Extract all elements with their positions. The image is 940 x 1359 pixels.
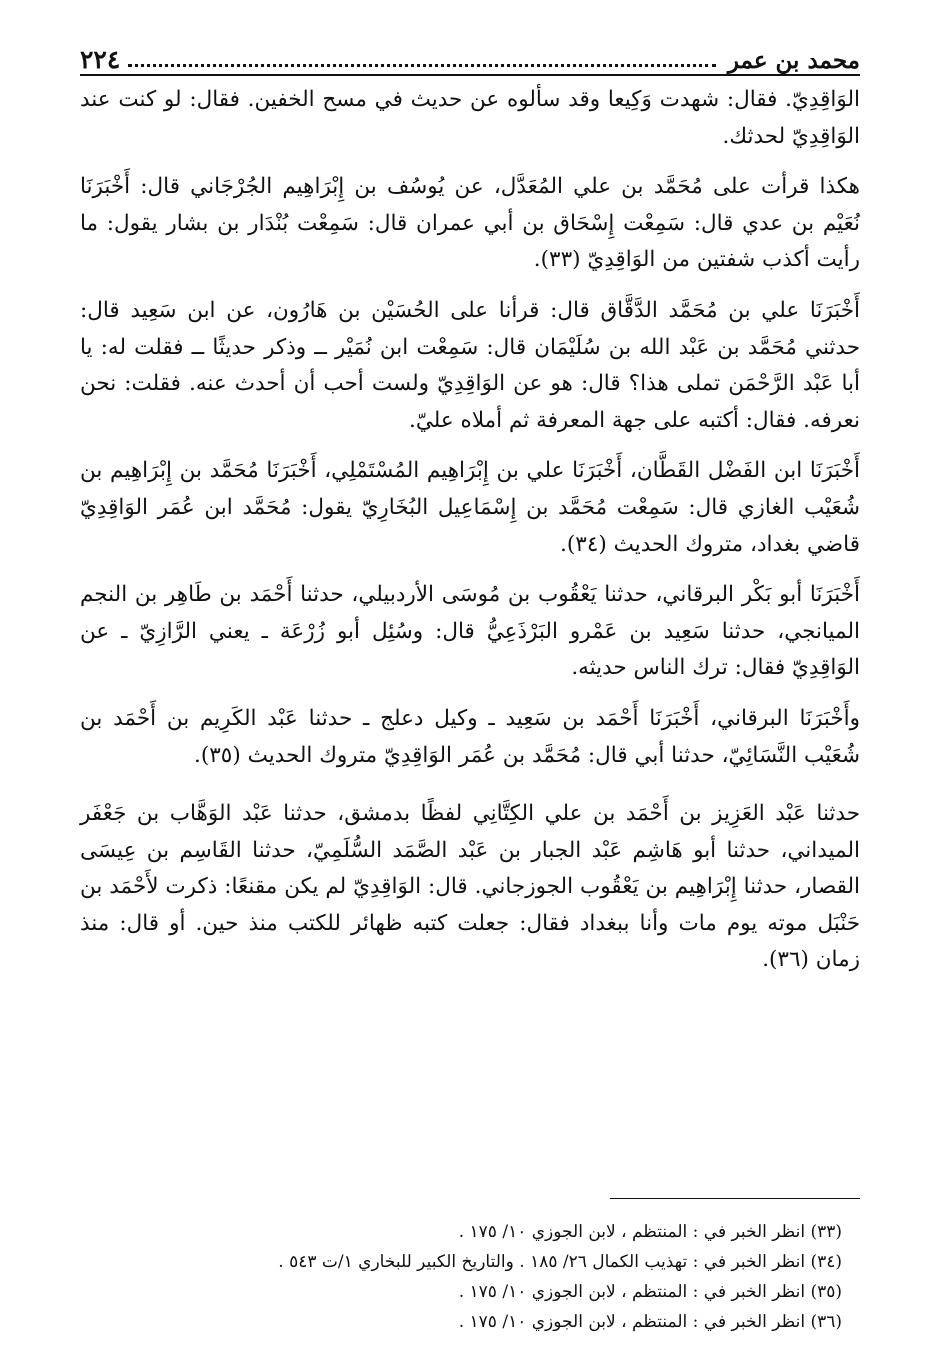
footnote-separator	[610, 1198, 860, 1199]
footnote-36: (٣٦) انظر الخبر في : المنتظم ، لابن الجوزي ١٠/ ١٧٥ .	[458, 1312, 842, 1332]
running-header	[80, 30, 860, 76]
paragraph-5: أَخْبَرَنَا أبو بَكْر البرقاني، حدثنا يَعْقُوب بن مُوسَى الأردبيلي، حدثنا أَحْمَد بن طَاهِر بن النجم الميانجي، حدثنا سَعِيد بن عَمْرو البَرْذَعِيُّ قال: وسُئِل أبو زُرْعَة ـ يعني الرَّازِيّ ـ عن الوَاقِدِيّ فقال: ترك الناس حديثه.	[80, 582, 860, 681]
paragraph-3: أَخْبَرَنَا علي بن مُحَمَّد الدَّقَّاق قال: قرأنا على الحُسَيْن بن هَارُون، عن ابن سَعِيد قال: حدثني مُحَمَّد بن عَبْد الله بن سُلَيْمَان قال: سَمِعْت ابن نُمَيْر ــ وذكر حديثًا ــ فقلت له: يا أبا عَبْد الرَّحْمَن تملى هذا؟ قال: هو عن الوَاقِدِيّ ولست أحب أن أحدث عنه. فقلت: نحن نعرفه. فقال: أكتبه على جهة المعرفة ثم أملاه عليّ.	[80, 297, 860, 433]
footnotes	[80, 1198, 860, 1337]
paragraph-2: هكذا قرأت على مُحَمَّد بن علي المُعَدَّل، عن يُوسُف بن إِبْرَاهِيم الجُرْجَاني قال: أَخْبَرَنَا نُعَيْم بن عدي قال: سَمِعْت إِسْحَاق بن أبي عمران قال: سَمِعْت بُنْدَار بن بشار يقول: ما رأيت أكذب شفتين من الوَاقِدِيّ (٣٣).	[80, 174, 860, 273]
book-page	[80, 30, 860, 1330]
paragraph-7: حدثنا عَبْد العَزِيز بن أَحْمَد بن علي الكِتَّانِي لفظًا بدمشق، حدثنا عَبْد الوَهَّاب بن جَعْفَر الميداني، حدثنا أبو هَاشِم عَبْد الجبار بن عَبْد الصَّمَد السُّلَمِيّ، حدثنا القَاسِم بن عِيسَى القصار، حدثنا إِبْرَاهِيم بن يَعْقُوب الجوزجاني. قال: الوَاقِدِيّ لم يكن مقنعًا: ذكرت لأَحْمَد بن حَنْبَل موته يوم مات وأنا ببغداد فقال: جعلت كتبه ظهائر للكتب منذ حين. أو قال: منذ زمان (٣٦).	[80, 801, 860, 973]
page-number: ٢٢٤	[80, 45, 121, 74]
header-dot-leader	[128, 64, 716, 67]
paragraph-6: وأَخْبَرَنَا البرقاني، أَخْبَرَنَا أَحْمَد بن سَعِيد ـ وكيل دعلج ـ حدثنا عَبْد الكَرِيم بن أَحْمَد بن شُعَيْب النَّسَائِيّ، حدثنا أبي قال: مُحَمَّد بن عُمَر الوَاقِدِيّ متروك الحديث (٣٥).	[80, 705, 860, 768]
footnote-34: (٣٤) انظر الخبر في : تهذيب الكمال ٢٦/ ١٨٥ . والتاريخ الكبير للبخاري ١/ت ٥٤٣ .	[278, 1252, 842, 1272]
paragraph-4: أَخْبَرَنَا ابن الفَضْل القَطَّان، أَخْبَرَنَا علي بن إِبْرَاهِيم المُسْتَمْلِي، أَخْبَرَنَا مُحَمَّد بن إِبْرَاهِيم بن شُعَيْب الغازي قال: سَمِعْت مُحَمَّد بن إِسْمَاعِيل البُخَارِيّ يقول: مُحَمَّد ابن عُمَر الوَاقِدِيّ قاضي بغداد، متروك الحديث (٣٤).	[80, 458, 860, 557]
footnote-33: (٣٣) انظر الخبر في : المنتظم ، لابن الجوزي ١٠/ ١٧٥ .	[458, 1222, 842, 1242]
footnote-35: (٣٥) انظر الخبر في : المنتظم ، لابن الجوزي ١٠/ ١٧٥ .	[458, 1282, 842, 1302]
body-text	[80, 82, 860, 979]
paragraph-1: الوَاقِدِيّ. فقال: شهدت وَكِيعا وقد سألوه عن حديث في مسح الخفين. فقال: لو كنت عند الوَاقِدِيّ لحدثك.	[80, 87, 860, 149]
running-title: محمد بن عمر	[727, 47, 860, 74]
